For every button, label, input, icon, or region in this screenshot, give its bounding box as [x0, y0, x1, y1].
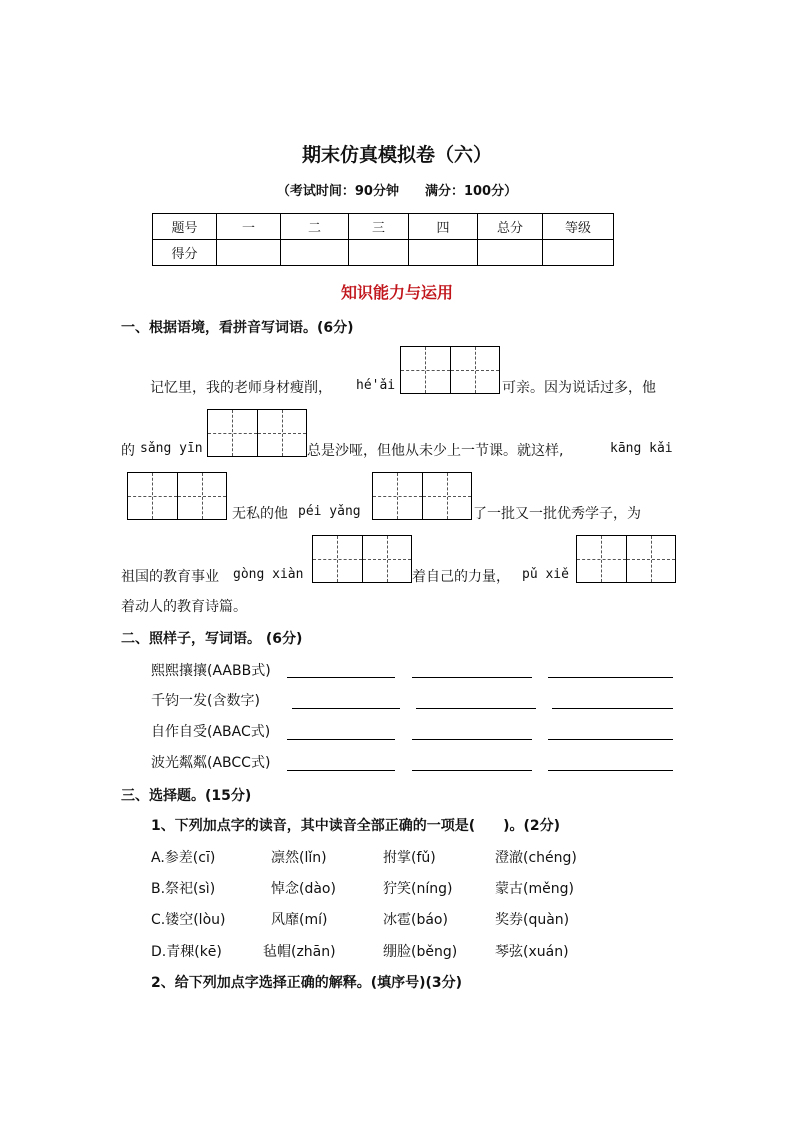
score-cell[interactable]	[543, 240, 614, 266]
option-item: 澄澈(chéng)	[495, 850, 577, 866]
q1-text: 可亲。因为说话过多，他	[502, 380, 656, 396]
answer-line[interactable]	[292, 708, 400, 709]
q3-sub1: 1、下列加点字的读音，其中读音全部正确的一项是( )。(2分)	[151, 818, 561, 834]
answer-line[interactable]	[552, 708, 673, 709]
q1-text: 记忆里，我的老师身材瘦削，	[150, 380, 332, 396]
table-header-cell: 等级	[543, 214, 614, 240]
table-header-cell: 三	[349, 214, 409, 240]
option-item: 狞笑(níng)	[383, 881, 453, 897]
answer-line[interactable]	[548, 677, 673, 678]
option-item: 毡帽(zhān)	[263, 944, 336, 960]
answer-box[interactable]	[372, 472, 472, 520]
answer-box[interactable]	[207, 409, 307, 457]
example-word: 自作自受(ABAC式)	[151, 724, 271, 740]
option-label[interactable]: A.参差(cī)	[151, 850, 216, 866]
option-item: 绷脸(běng)	[383, 944, 458, 960]
option-item: 悼念(dào)	[271, 881, 336, 897]
score-cell[interactable]	[478, 240, 543, 266]
exam-info: （考试时间：90分钟 满分：100分）	[276, 184, 518, 199]
table-row	[153, 214, 614, 240]
q2-heading: 二、照样子，写词语。 (6分)	[121, 631, 303, 647]
option-item: 凛然(lǐn)	[271, 850, 327, 866]
pinyin-prompt: sǎng yīn	[140, 441, 203, 456]
q1-text: 的	[121, 443, 135, 459]
answer-line[interactable]	[287, 770, 395, 771]
q3-sub2: 2、给下列加点字选择正确的解释。(填序号)(3分)	[151, 975, 463, 991]
pinyin-prompt: pǔ xiě	[522, 567, 569, 582]
table-header-cell: 总分	[478, 214, 543, 240]
example-word: 波光粼粼(ABCC式)	[151, 755, 271, 771]
pinyin-prompt: kāng kǎi	[610, 441, 673, 456]
option-item: 奖券(quàn)	[495, 912, 570, 928]
q1-heading: 一、根据语境，看拼音写词语。(6分)	[121, 320, 354, 336]
example-word: 熙熙攘攘(AABB式)	[151, 663, 271, 679]
option-item: 蒙古(měng)	[495, 881, 574, 897]
option-label[interactable]: D.青稞(kē)	[151, 944, 222, 960]
answer-line[interactable]	[548, 770, 673, 771]
answer-line[interactable]	[416, 708, 536, 709]
pinyin-prompt: gòng xiàn	[233, 567, 304, 582]
answer-line[interactable]	[412, 770, 532, 771]
q3-heading: 三、选择题。(15分)	[121, 788, 252, 804]
table-row-label: 得分	[153, 240, 217, 266]
score-cell[interactable]	[217, 240, 281, 266]
option-item: 琴弦(xuán)	[495, 944, 569, 960]
answer-box[interactable]	[400, 346, 500, 394]
score-cell[interactable]	[281, 240, 349, 266]
score-table	[152, 213, 614, 266]
q1-text: 着自己的力量，	[412, 569, 510, 585]
q1-text: 无私的他	[232, 506, 288, 522]
page-title: 期末仿真模拟卷（六）	[301, 144, 492, 166]
score-cell[interactable]	[409, 240, 478, 266]
option-item: 风靡(mí)	[271, 912, 328, 928]
table-row	[153, 240, 614, 266]
pinyin-prompt: hé'ǎi	[356, 378, 396, 393]
answer-line[interactable]	[287, 739, 395, 740]
answer-line[interactable]	[412, 677, 532, 678]
answer-line[interactable]	[287, 677, 395, 678]
table-header-cell: 二	[281, 214, 349, 240]
answer-box[interactable]	[576, 535, 676, 583]
answer-box[interactable]	[312, 535, 412, 583]
q1-text: 着动人的教育诗篇。	[121, 599, 247, 615]
example-word: 千钧一发(含数字)	[151, 693, 260, 709]
pinyin-prompt: péi yǎng	[298, 504, 361, 519]
answer-line[interactable]	[548, 739, 673, 740]
option-label[interactable]: C.镂空(lòu)	[151, 912, 226, 928]
table-header-cell: 四	[409, 214, 478, 240]
table-header-cell: 一	[217, 214, 281, 240]
q1-text: 总是沙哑，但他从未少上一节课。就这样,	[307, 443, 564, 459]
option-label[interactable]: B.祭祀(sì)	[151, 881, 216, 897]
table-header-cell: 题号	[153, 214, 217, 240]
option-item: 拊掌(fǔ)	[383, 850, 436, 866]
section-banner: 知识能力与运用	[340, 283, 453, 302]
answer-box[interactable]	[127, 472, 227, 520]
q1-text: 了一批又一批优秀学子，为	[473, 506, 641, 522]
score-cell[interactable]	[349, 240, 409, 266]
answer-line[interactable]	[412, 739, 532, 740]
option-item: 冰雹(báo)	[383, 912, 448, 928]
q1-text: 祖国的教育事业	[121, 569, 219, 585]
